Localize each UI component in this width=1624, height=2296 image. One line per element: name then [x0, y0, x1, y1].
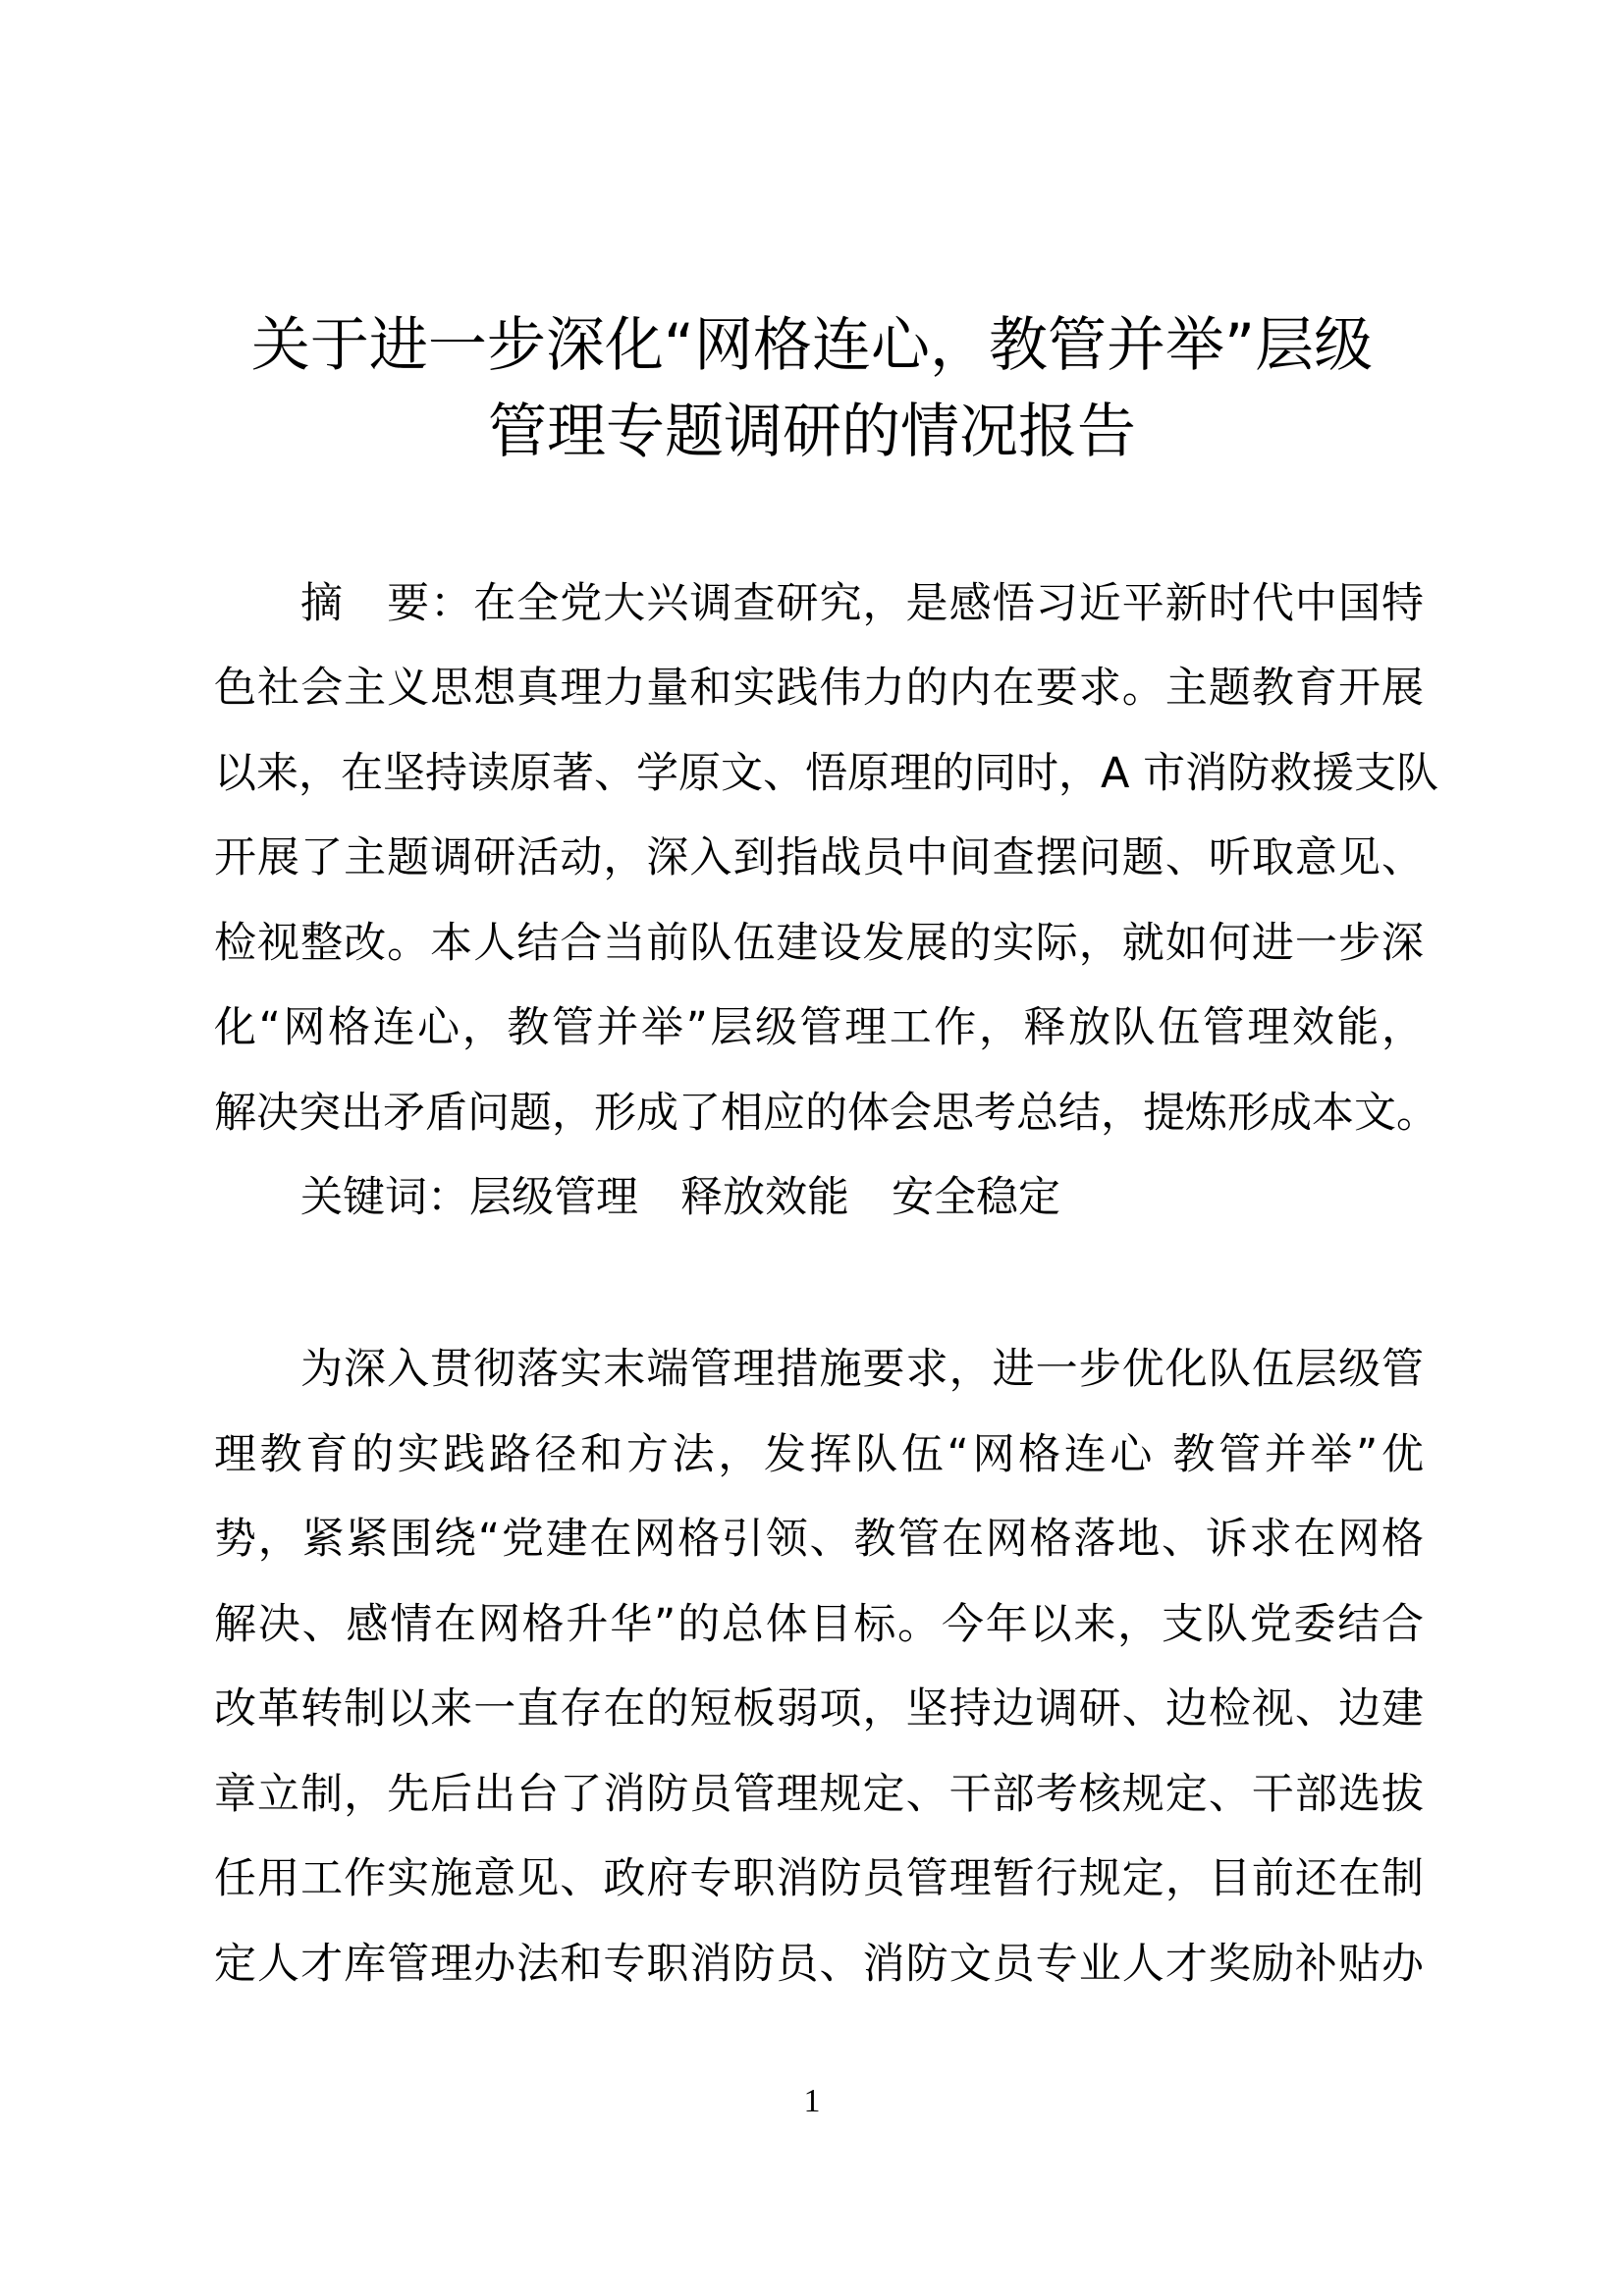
body-line: 为深入贯彻落实末端管理措施要求，进一步优化队伍层级管	[300, 1345, 1424, 1394]
body-line: 任用工作实施意见、政府专职消防员管理暂行规定，目前还在制	[214, 1854, 1424, 1903]
document-title-line-2: 管理专题调研的情况报告	[488, 398, 1136, 466]
abstract-line: 化“网格连心，教管并举”层级管理工作，释放队伍管理效能，	[214, 1003, 1424, 1052]
abstract-line: 以来，在坚持读原著、学原文、悟原理的同时，A 市消防救援支队	[214, 749, 1439, 798]
body-line: 势，紧紧围绕“党建在网格引领、教管在网格落地、诉求在网格	[214, 1515, 1424, 1564]
body-line: 改革转制以来一直存在的短板弱项，坚持边调研、边检视、边建	[214, 1684, 1424, 1734]
abstract-line: 开展了主题调研活动，深入到指战员中间查摆问题、听取意见、	[214, 833, 1424, 882]
keywords: 关键词：层级管理 释放效能 安全稳定	[300, 1173, 1060, 1222]
body-line: 定人才库管理办法和专职消防员、消防文员专业人才奖励补贴办	[214, 1940, 1424, 1989]
body-line: 解决、感情在网格升华”的总体目标。今年以来，支队党委结合	[214, 1600, 1424, 1649]
body-line: 章立制，先后出台了消防员管理规定、干部考核规定、干部选拔	[214, 1770, 1424, 1819]
document-title-line-1: 关于进一步深化“网格连心，教管并举”层级	[250, 311, 1374, 380]
abstract-line: 检视整改。本人结合当前队伍建设发展的实际，就如何进一步深	[214, 919, 1424, 968]
body-line: 理教育的实践路径和方法，发挥队伍“网格连心 教管并举”优	[214, 1430, 1424, 1479]
abstract-line: 色社会主义思想真理力量和实践伟力的内在要求。主题教育开展	[214, 664, 1424, 713]
page-number: 1	[803, 2083, 821, 2119]
abstract-line: 摘 要：在全党大兴调查研究，是感悟习近平新时代中国特	[300, 579, 1424, 628]
abstract-line: 解决突出矛盾问题，形成了相应的体会思考总结，提炼形成本文。	[214, 1089, 1438, 1138]
